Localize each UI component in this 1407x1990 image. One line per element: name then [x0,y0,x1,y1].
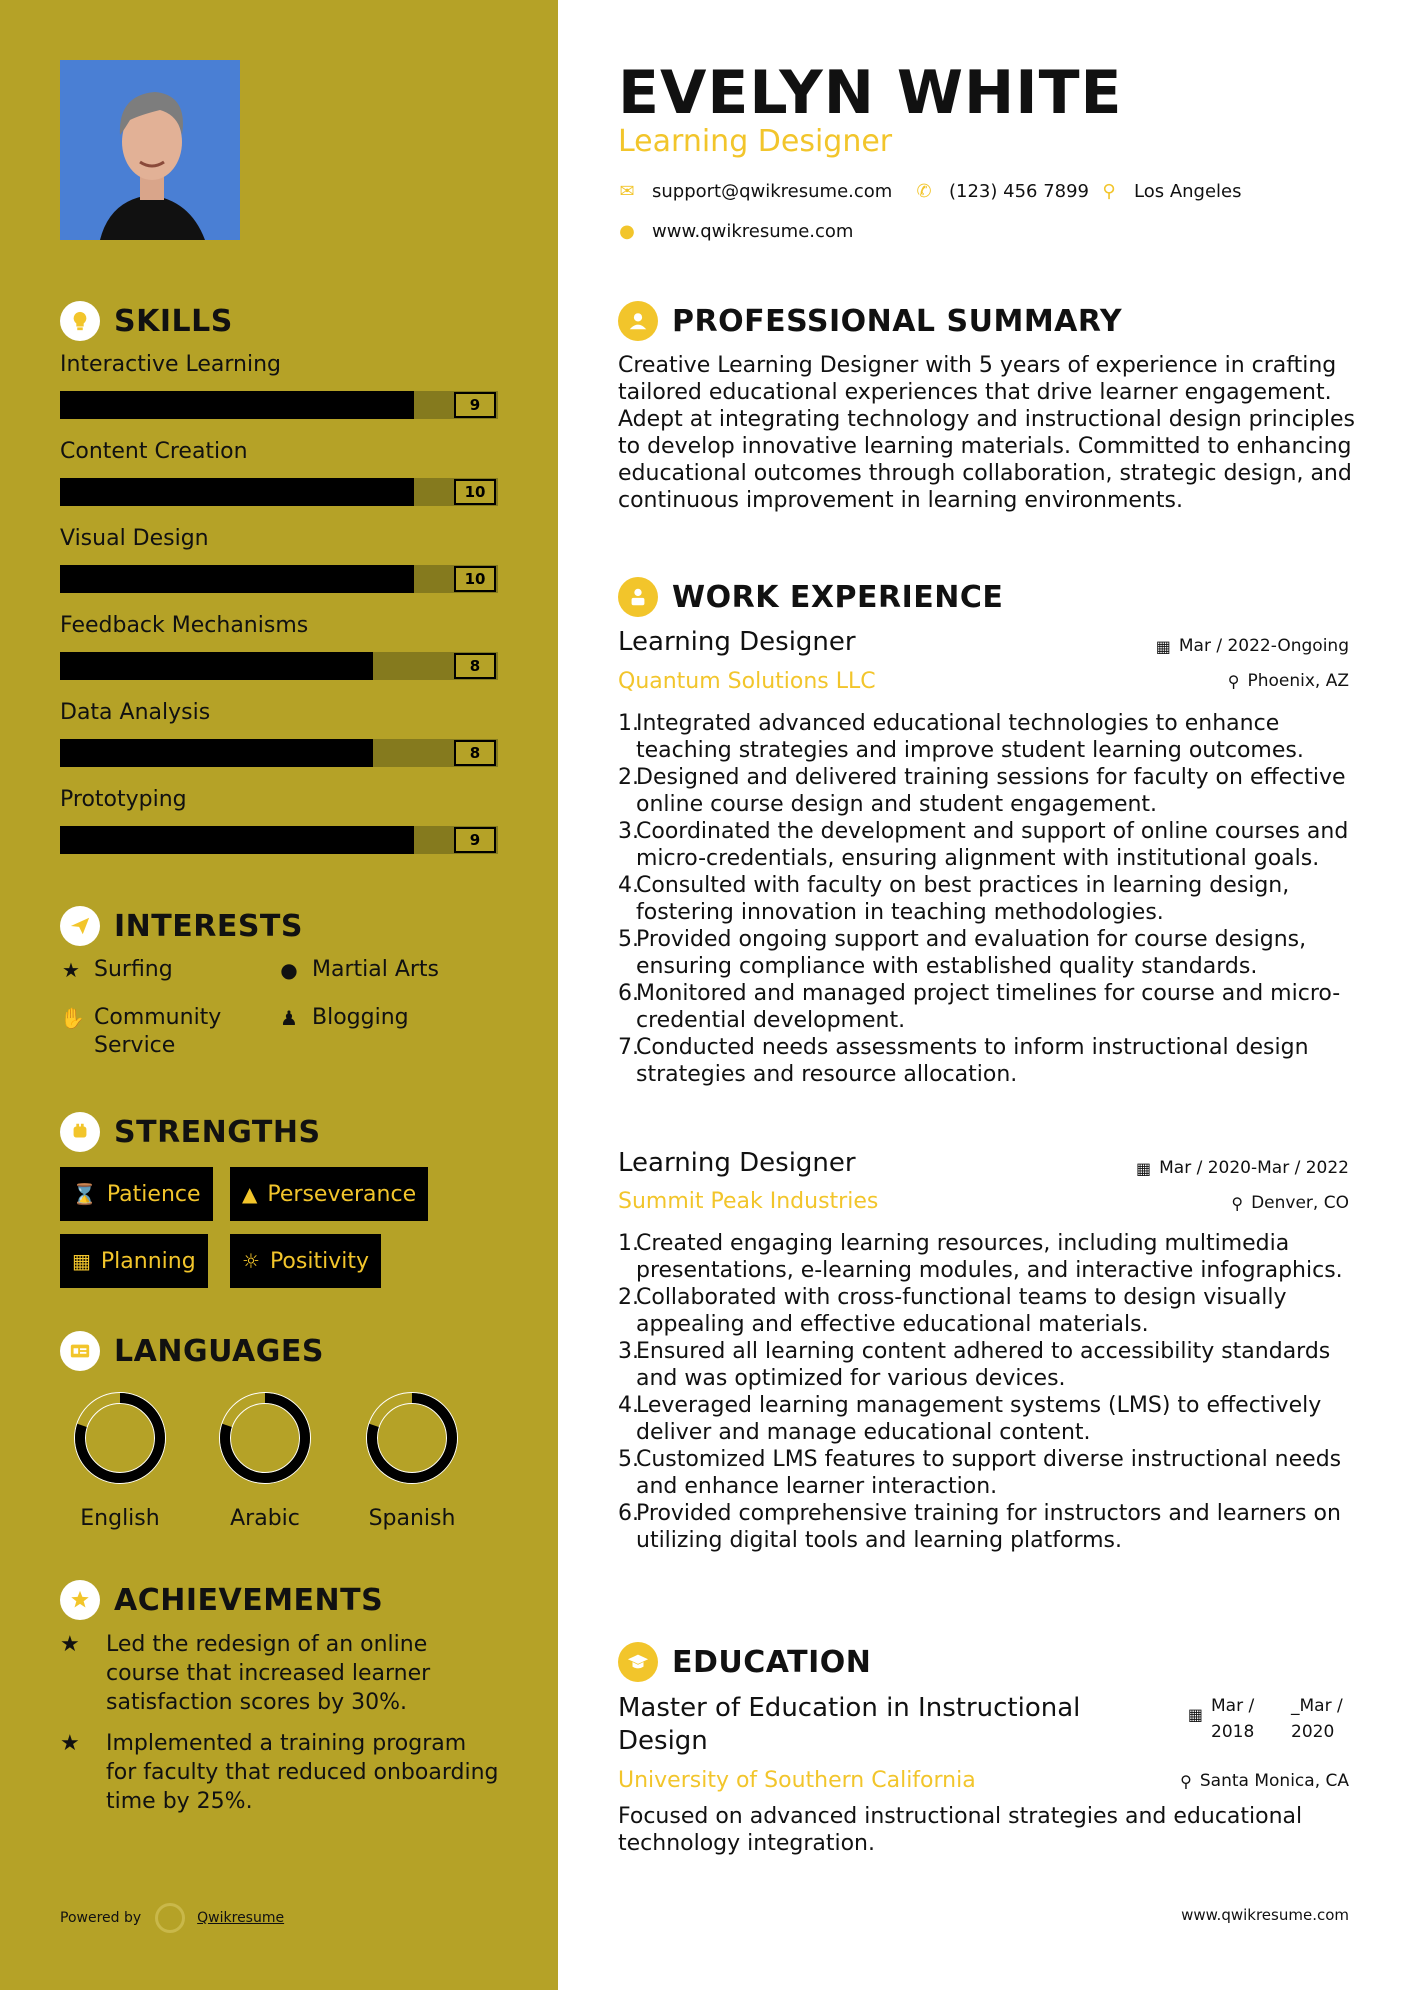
job-company: Summit Peak Industries [618,1189,879,1214]
list-number: 6. [618,981,639,1006]
calendar-icon: ▦ [72,1249,91,1273]
graduation-icon [618,1642,658,1682]
strength-patience: ⌛ Patience [60,1167,213,1221]
user-icon [618,301,658,341]
achievements-title: ACHIEVEMENTS [114,1582,384,1618]
skill-name: Data Analysis [60,700,211,725]
list-item [618,710,1358,764]
contact-website [618,221,853,242]
list-number: 4. [618,873,639,898]
language-item [60,1388,180,1531]
skill-bar-fill [60,826,414,854]
skill-score: 10 [454,479,496,505]
skill-bar-fill [60,478,414,506]
achievement-item: ★ Implemented a training program for faculty that reduced onboarding time by 25%. [60,1731,499,1814]
strength-planning: ▦ Planning [60,1234,208,1288]
education-dates: ▦ Mar / 2018 _Mar / 2020 [1187,1696,1343,1742]
calendar-icon: ▦ [1155,636,1171,656]
skill-name: Feedback Mechanisms [60,613,309,638]
contact-email [618,181,892,202]
language-item [205,1388,325,1531]
skill-score: 10 [454,566,496,592]
list-text: Collaborated with cross-functional teams to design visually appealing and effective educational materials. [636,1285,1287,1337]
list-text: Integrated advanced educational technologies to enhance teaching strategies and improve student learning outcomes. [636,711,1304,763]
fist-icon [60,1112,100,1152]
list-number: 5. [618,927,639,952]
achievements-heading [60,1580,383,1620]
list-number: 2. [618,1285,639,1310]
achievement-item: ★ Led the redesign of an online course that increased learner satisfaction scores by 30%. [60,1632,431,1715]
list-text: Provided comprehensive training for instructors and learners on utilizing digital tools and learning platforms. [636,1501,1341,1553]
list-item [618,1230,1358,1284]
briefcase-user-icon [618,577,658,617]
list-number: 1. [618,711,639,736]
list-text: Monitored and managed project timelines for course and micro-credential development. [636,981,1341,1033]
summary-title: PROFESSIONAL SUMMARY [672,303,1123,339]
phone-icon: ✆ [916,181,932,202]
language-label: Arabic [230,1506,300,1531]
calendar-icon: ▦ [1135,1158,1152,1178]
globe-icon: ● [619,221,635,242]
job-company: Quantum Solutions LLC [618,669,876,694]
profile-photo [60,60,240,240]
job-bullets [618,1230,1358,1554]
list-item [618,1284,1358,1338]
shooting-star-icon: ★ [60,1632,80,1657]
list-number: 6. [618,1501,639,1526]
languages-heading [60,1331,324,1371]
language-gauge [70,1388,170,1488]
experience-title: WORK EXPERIENCE [672,579,1004,615]
education-title: EDUCATION [672,1644,872,1680]
job-location: ⚲ Denver, CO [1231,1193,1349,1213]
skill-score: 8 [454,653,496,679]
list-item [618,872,1358,926]
skill-name: Prototyping [60,787,187,812]
job-location: ⚲ Phoenix, AZ [1227,671,1349,691]
hand-icon: ✋ [60,1006,85,1030]
skill-bar-fill [60,652,373,680]
list-item [618,980,1358,1034]
strength-positivity: ☼ Positivity [230,1234,381,1288]
list-number: 3. [618,819,639,844]
language-item [352,1388,472,1531]
skills-title: SKILLS [114,303,233,339]
users-icon: ♟ [280,1006,298,1030]
education-heading [618,1642,871,1682]
list-number: 1. [618,1231,639,1256]
globe-icon: ● [280,958,298,982]
email-link[interactable]: support@qwikresume.com [652,181,893,202]
sun-icon: ☼ [242,1249,260,1273]
skill-bar-fill [60,391,414,419]
language-gauge [362,1388,462,1488]
lightbulb-icon [60,301,100,341]
experience-heading [618,577,1003,617]
language-card-icon [60,1331,100,1371]
list-item [618,1500,1358,1554]
skill-bar [60,652,498,680]
summary-heading [618,301,1122,341]
powered-by: Powered by Qwikresume [60,1903,284,1933]
envelope-icon: ✉ [619,181,635,202]
skill-bar [60,826,498,854]
language-gauge [215,1388,315,1488]
skill-bar-fill [60,565,414,593]
skill-bar [60,739,498,767]
skill-bar [60,478,498,506]
job-bullets [618,710,1358,1088]
degree-title: Master of Education in Instructional Design [618,1693,1081,1756]
interest-item-martial-arts: ● Martial Arts [278,956,439,984]
sidebar [0,0,558,1990]
list-item [618,1034,1358,1088]
skill-score: 9 [454,392,496,418]
website-link[interactable]: www.qwikresume.com [652,221,854,242]
list-number: 7. [618,1035,639,1060]
school-name: University of Southern California [618,1768,976,1793]
job-title: Learning Designer [618,627,856,657]
footer-url[interactable]: www.qwikresume.com [1181,1906,1349,1924]
list-number: 3. [618,1339,639,1364]
pushpin-icon: ⚲ [1231,1193,1244,1213]
list-number: 4. [618,1393,639,1418]
job-title: Learning Designer [618,1148,856,1178]
star-icon: ★ [62,958,80,982]
list-number: 2. [618,765,639,790]
list-text: Ensured all learning content adhered to accessibility standards and was optimized for various devices. [636,1339,1331,1391]
list-item [618,1446,1358,1500]
pushpin-icon: ⚲ [1180,1771,1192,1791]
skills-heading [60,301,233,341]
candidate-name: EVELYN WHITE [618,58,1123,128]
list-text: Conducted needs assessments to inform instructional design strategies and resource allocation. [636,1035,1309,1087]
language-label: Spanish [368,1506,456,1531]
education-location: ⚲ Santa Monica, CA [1180,1771,1349,1791]
skill-name: Interactive Learning [60,352,282,377]
list-item [618,818,1358,872]
map-pin-icon: ⚲ [1102,181,1116,202]
strength-perseverance: ▲ Perseverance [230,1167,428,1221]
skill-bar-fill [60,739,373,767]
skill-bar [60,565,498,593]
education-description: Focused on advanced instructional strategies and educational technology integration. [618,1804,1303,1856]
list-text: Designed and delivered training sessions for faculty on effective online course design and student engagement. [636,765,1346,817]
calendar-icon: ▦ [1187,1705,1203,1724]
interests-title: INTERESTS [114,908,303,944]
contact-phone: ✆ (123) 456 7899 [916,181,1090,202]
interest-item-blogging: ♟ Blogging [278,1004,409,1032]
list-text: Customized LMS features to support diverse instructional needs and enhance learner interaction. [636,1447,1342,1499]
list-item [618,1338,1358,1392]
job-date: ▦ Mar / 2020-Mar / 2022 [1135,1158,1349,1178]
trophy-star-icon [60,1580,100,1620]
list-text: Leveraged learning management systems (LMS) to effectively deliver and manage educational content. [636,1393,1322,1445]
job-date: ▦ Mar / 2022-Ongoing [1155,636,1349,656]
hourglass-icon: ⌛ [72,1182,97,1206]
mountain-icon: ▲ [242,1182,258,1206]
language-label: English [80,1506,160,1531]
interests-heading [60,906,303,946]
list-text: Provided ongoing support and evaluation for course designs, ensuring compliance with established quality standards. [636,927,1307,979]
strengths-heading [60,1112,321,1152]
summary-text: Creative Learning Designer with 5 years of experience in crafting tailored educational experiences that drive learner engagement. Adept at integrating technology and instructional design principles to develop innovative learning materials. Committed to enhancing educational outcomes through collaboration, strategic design, and continuous improvement in learning environments. [618,353,1356,513]
skill-name: Visual Design [60,526,209,551]
list-item [618,1392,1358,1446]
list-text: Created engaging learning resources, including multimedia presentations, e-learning modules, and interactive infographics. [636,1231,1343,1283]
paper-plane-icon [60,906,100,946]
skill-bar [60,391,498,419]
interest-item-community-service: ✋ Community Service [60,1005,222,1058]
skill-name: Content Creation [60,439,248,464]
qwikresume-link[interactable]: Qwikresume [197,1910,285,1926]
list-item [618,926,1358,980]
skill-score: 8 [454,740,496,766]
skill-score: 9 [454,827,496,853]
list-number: 5. [618,1447,639,1472]
languages-title: LANGUAGES [114,1333,324,1369]
strengths-title: STRENGTHS [114,1114,321,1150]
list-item [618,764,1358,818]
shooting-star-icon: ★ [60,1731,80,1756]
contact-location: ⚲ Los Angeles [1100,181,1242,202]
qwikresume-logo-icon [155,1903,185,1933]
list-text: Coordinated the development and support of online courses and micro-credentials, ensuring alignment with institutional goals. [636,819,1349,871]
interest-item-surfing: ★ Surfing [60,956,173,984]
pushpin-icon: ⚲ [1227,671,1240,691]
list-text: Consulted with faculty on best practices in learning design, fostering innovation in teaching methodologies. [636,873,1290,925]
candidate-role: Learning Designer [618,124,893,159]
